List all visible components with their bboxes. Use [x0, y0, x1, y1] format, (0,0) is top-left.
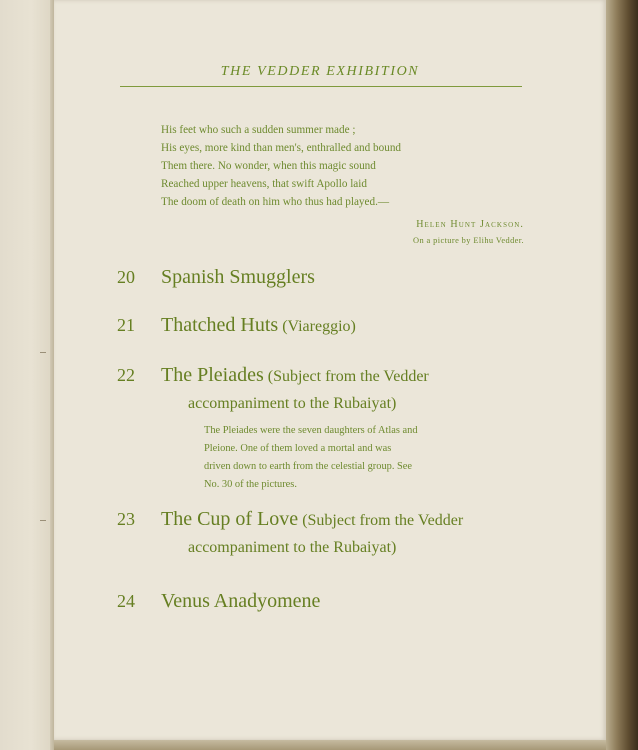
entry-number: 24 — [117, 591, 135, 611]
catalog-entry-24 — [117, 590, 320, 613]
page-mark — [40, 352, 46, 353]
poem-line: The doom of death on him who thus had played.— — [161, 196, 390, 208]
poem-quotation — [161, 121, 541, 211]
entry-subtitle: (Viareggio) — [282, 318, 356, 335]
poem-source: On a picture by Elihu Vedder. — [413, 236, 524, 245]
entry-title: Spanish Smugglers — [161, 266, 315, 288]
entry-continuation: accompaniment to the Rubaiyat) — [188, 539, 397, 556]
poem-author: Helen Hunt Jackson. — [416, 219, 524, 230]
header-rule — [120, 86, 522, 87]
running-header: THE VEDDER EXHIBITION — [220, 64, 420, 79]
entry-subtitle: (Subject from the Vedder — [267, 368, 429, 385]
entry-title: Venus Anadyomene — [161, 590, 321, 612]
poem-line: His feet who such a sudden summer made ; — [161, 124, 356, 136]
entry-number: 23 — [117, 509, 135, 529]
note-line: The Pleiades were the seven daughters of Atlas and — [204, 425, 418, 436]
entry-number: 20 — [117, 267, 135, 287]
entry-number: 21 — [117, 315, 135, 335]
page-mark — [40, 520, 46, 521]
entry-title: The Cup of Love — [161, 508, 299, 530]
note-line: No. 30 of the pictures. — [204, 479, 297, 490]
note-line: Pleione. One of them loved a mortal and was — [204, 443, 392, 454]
note-line: driven down to earth from the celestial group. See — [204, 461, 413, 472]
poem-line: His eyes, more kind than men's, enthralled and bound — [161, 142, 402, 154]
page-bottom-edge — [54, 740, 606, 750]
catalog-entry-20 — [117, 266, 315, 289]
poem-line: Reached upper heavens, that swift Apollo laid — [161, 178, 367, 190]
entry-title: Thatched Huts — [161, 314, 279, 336]
book-cover-edge — [606, 0, 638, 750]
entry-subtitle: (Subject from the Vedder — [302, 512, 464, 529]
entry-continuation: accompaniment to the Rubaiyat) — [188, 395, 397, 412]
entry-note — [204, 422, 524, 494]
catalog-entry-23 — [117, 508, 463, 531]
entry-number: 22 — [117, 365, 135, 385]
facing-page-edge — [0, 0, 52, 750]
catalog-entry-21 — [117, 314, 356, 337]
entry-title: The Pleiades — [161, 364, 264, 386]
catalog-entry-22 — [117, 364, 429, 387]
poem-line: Them there. No wonder, when this magic sound — [161, 160, 376, 172]
